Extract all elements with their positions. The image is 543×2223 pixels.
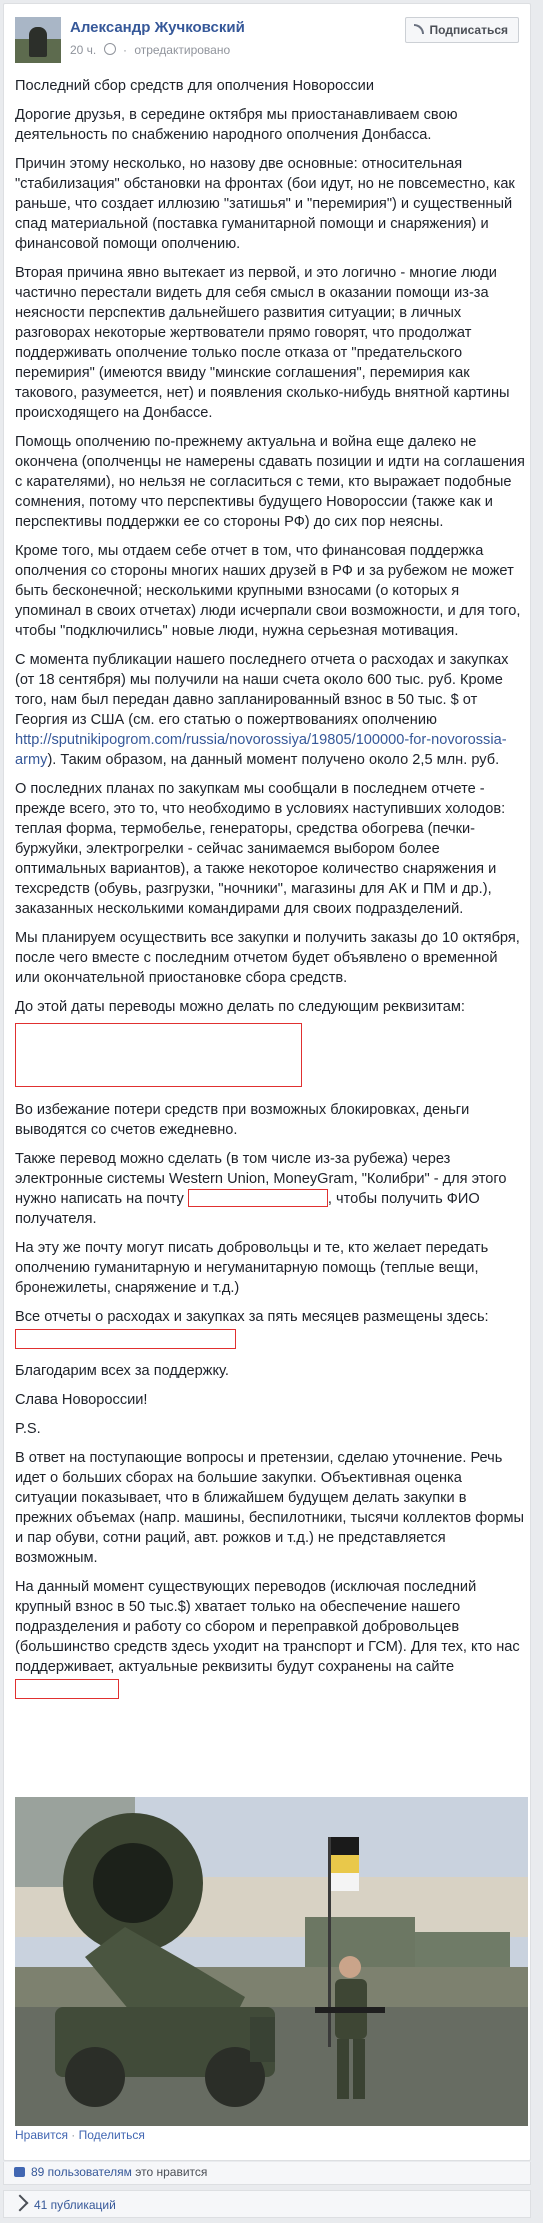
share-arrow-icon xyxy=(12,2195,29,2212)
likes-summary xyxy=(3,2162,531,2185)
subscribe-label: Подписаться xyxy=(429,23,508,37)
paragraph: Слава Новороссии! xyxy=(15,1392,148,1408)
thumbs-up-icon xyxy=(14,2167,25,2177)
paragraph: Во избежание потери средств при возможных блокировках, деньги выводятся со счетов ежедневно. xyxy=(15,1102,470,1138)
subscribe-button[interactable] xyxy=(405,17,519,43)
paragraph-report xyxy=(15,650,526,770)
paragraph: Вторая причина явно вытекает из первой, и это логично - многие люди частично перестали видеть для себя смысл в оказании помощи из-за неясности перспектив дальнейшего развития ситуации; в личных разговорах некоторые жертвователи прямо говорят, что продолжат поддерживать ополчение только после отказа от "предательского перемирия" (имеются ввиду "минские соглашения", перемирия как такового, разумеется, нет) и появления сколько-нибудь внятной картины происходящего на Донбассе. xyxy=(15,265,510,421)
paragraph: Кроме того, мы отдаем себе отчет в том, что финансовая поддержка ополчения со стороны многих наших друзей в РФ и за рубежом не может быть бесконечной; несколькими крупными взносами (о которых я упоминал в своих отчетах) люди исчерпали свои возможности, и для того, чтобы "подключились" новые люди, нужна серьезная мотивация. xyxy=(15,543,521,639)
like-link[interactable]: Нравится xyxy=(15,2128,68,2142)
shares-summary xyxy=(3,2190,531,2218)
rss-icon xyxy=(414,24,424,34)
likes-suffix: это нравится xyxy=(135,2165,208,2179)
post-photo[interactable] xyxy=(15,1797,528,2126)
post-time[interactable]: 20 ч. xyxy=(70,43,97,57)
paragraph: На данный момент существующих переводов (исключая последний крупный взнос в 50 тыс.$) хватает только на обеспечение нашего подразделения и работу со сбором и переправкой добровольцев (большинство средств здесь уходит на транспорт и ГСМ). Для тех, кто нас поддерживает, актуальные реквизиты будут сохранены на сайте xyxy=(15,1579,520,1675)
paragraph: P.S. xyxy=(15,1421,41,1437)
paragraph: Причин этому несколько, но назову две основные: относительная "стабилизация" обстановки на фронтах (бои идут, но не повсеместно, как раньше, что создает иллюзию "затишья" и "перемирия") и существенный спад материальной (поставка гуманитарной помощи и снаряжения) и финансовой помощи ополчению. xyxy=(15,156,515,252)
paragraph: В ответ на поступающие вопросы и претензии, сделаю уточнение. Речь идет о больших сборах на большие закупки. Объективная оценка ситуации показывает, что в ближайшем будущем делать закупки в прежних объемах (напр. машины, беспилотники, тысячи коллектов формы и пар обуви, сотни раций, авт. рожков и т.д.) не представляется возможным. xyxy=(15,1450,524,1566)
paragraph: На эту же почту могут писать добровольцы и те, кто желает передать ополчению гуманитарную и негуманитарную помощь (теплые вещи, бронежилеты, снаряжение и т.д.) xyxy=(15,1240,489,1296)
redacted-reports-link xyxy=(15,1329,236,1349)
report-link[interactable]: http://sputnikipogrom.com/russia/novorossiya/19805/100000-for-novorossia-army xyxy=(15,732,507,768)
separator-dot: · xyxy=(122,43,127,57)
paragraph: О последних планах по закупкам мы сообщали в последнем отчете - прежде всего, это то, что необходимо в условиях наступивших холодов: теплая форма, термобелье, генераторы, средства обогрева (печки-буржуйки, электрогрелки - сейчас занимаемся выбором более оптимальных вариантов), а также некоторое количество снаряжения и техсредств (обувь, разгрузки, "ночники", магазины для АК и ПМ и др.), заказанных несколькими командирами для своих подразделений. xyxy=(15,781,506,917)
globe-icon xyxy=(104,43,116,55)
redacted-details-box xyxy=(15,1023,302,1087)
author-name[interactable]: Александр Жучковский xyxy=(70,19,245,36)
paragraph: Все отчеты о расходах и закупках за пять месяцев размещены здесь: xyxy=(15,1309,489,1325)
post-meta xyxy=(70,43,234,57)
redacted-site-link xyxy=(15,1679,119,1699)
edited-label[interactable]: отредактировано xyxy=(134,43,231,57)
share-link[interactable]: Поделиться xyxy=(78,2128,145,2142)
separator-dot: · xyxy=(71,2128,76,2142)
redacted-email xyxy=(188,1189,328,1207)
paragraph: До этой даты переводы можно делать по следующим реквизитам: xyxy=(15,999,465,1015)
post-actions xyxy=(15,2128,145,2142)
paragraph: Помощь ополчению по-прежнему актуальна и война еще далеко не окончена (ополченцы не намерены сдавать позиции и идти на соглашения с карателями), но нельзя не согласиться с теми, кто выражает подобные сомнения, потому что перспективы будущего Новороссии (также как и перспективы поддержки ее со стороны РФ) до сих пор неясны. xyxy=(15,434,525,530)
shares-count-link[interactable]: 41 публикаций xyxy=(34,2198,116,2212)
transfer-text-end: , чтобы получить ФИО получателя. xyxy=(15,1191,480,1227)
transfer-text: Также перевод можно сделать (в том числе из-за рубежа) через электронные системы Western Union, MoneyGram, "Колибри" - для этого нужно написать на почту xyxy=(15,1151,507,1207)
paragraph: Благодарим всех за поддержку. xyxy=(15,1363,229,1379)
likes-count-link[interactable]: 89 пользователям xyxy=(31,2165,132,2179)
report-text-end: ). Таким образом, на данный момент получено около 2,5 млн. руб. xyxy=(47,752,500,768)
paragraph-transfer xyxy=(15,1149,526,1229)
post-card xyxy=(3,3,531,2161)
paragraph: Дорогие друзья, в середине октября мы приостанавливаем свою деятельность по снабжению народного ополчения Донбасса. xyxy=(15,107,458,143)
post-header xyxy=(15,17,519,67)
author-avatar[interactable] xyxy=(15,17,61,63)
photo-artillery-soldier xyxy=(15,1797,528,2126)
post-body xyxy=(15,76,526,1699)
report-text: С момента публикации нашего последнего отчета о расходах и закупках (от 18 сентября) мы получили на наши счета около 600 тыс. руб. Кроме того, нам был передан давно запланированный взнос в 50 тыс. $ от Георгия из США (см. его статью о пожертвованиях ополчению xyxy=(15,652,509,728)
paragraph: Мы планируем осуществить все закупки и получить заказы до 10 октября, после чего вместе с последним отчетом будет объявлено о временной или окончательной приостановке сбора средств. xyxy=(15,930,520,986)
post-title: Последний сбор средств для ополчения Новороссии xyxy=(15,78,374,94)
